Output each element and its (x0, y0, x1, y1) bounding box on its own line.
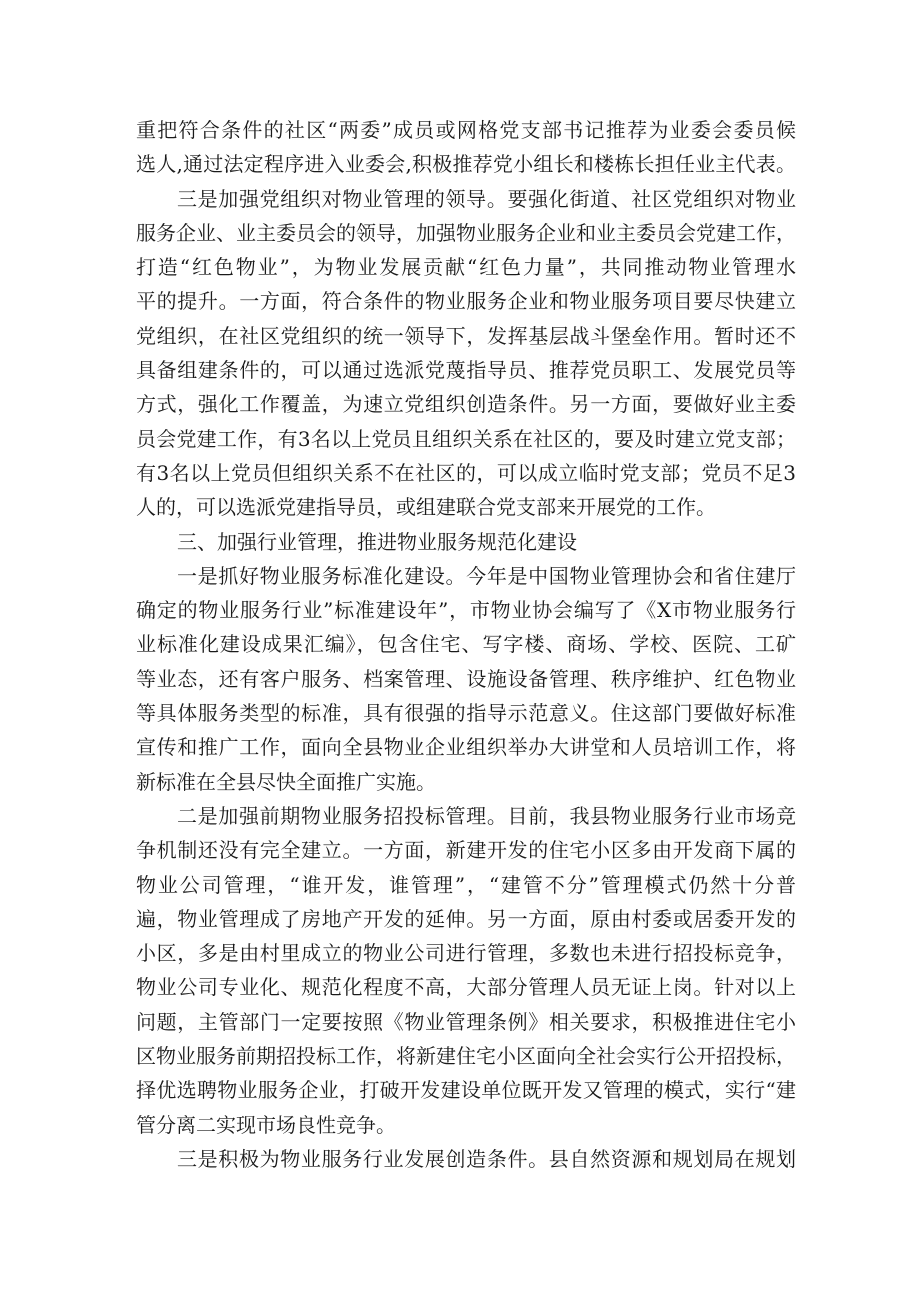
text-line: 服务企业、业主委员会的领导，加强物业服务企业和业主委员会党建工作， (136, 220, 796, 245)
text-line: 问题，主管部门一定要按照《物业管理条例》相关要求，积极推进住宅小 (136, 1009, 796, 1034)
text-line: 区物业服务前期招投标工作，将新建住宅小区面向全社会实行公开招投标， (136, 1044, 796, 1069)
text-line: 二是加强前期物业服务招投标管理。目前，我县物业服务行业市场竞 (177, 803, 796, 828)
text-line: 宣传和推广工作，面向全县物业企业组织举办大讲堂和人员培训工作，将 (136, 735, 796, 760)
text-line: 择优选聘物业服务企业，打破开发建设单位既开发又管理的模式，实行“建 (136, 1078, 796, 1103)
text-line: 重把符合条件的社区“两委”成员或网格党支部书记推荐为业委会委员候 (136, 118, 796, 142)
text-line: 方式，强化工作覆盖，为速立党组织创造条件。另一方面，要做好业主委 (136, 392, 796, 417)
text-line: 管分离二实现市场良性竞争。 (136, 1112, 396, 1137)
text-line: 小区，多是由村里成立的物业公司进行管理，多数也未进行招投标竞争， (136, 941, 796, 966)
text-line: 物业公司专业化、规范化程度不高，大部分管理人员无证上岗。针对以上 (136, 975, 796, 1000)
text-line: 党组织，在社区党组织的统一领导下，发挥基层战斗堡垒作用。暂时还不 (136, 323, 796, 348)
text-line: 等具体服务类型的标准，具有很强的指导示范意义。住这部门要做好标准 (136, 701, 796, 726)
text-line: 遍，物业管理成了房地产开发的延伸。另一方面，原由村委或居委开发的 (136, 906, 796, 931)
text-line: 三是积极为物业服务行业发展创造条件。县自然资源和规划局在规划 (177, 1146, 796, 1171)
text-line: 员会党建工作，有3名以上党员且组织关系在社区的，要及时建立党支部； (136, 426, 796, 451)
text-line: 物业公司管理，“谁开发，谁管理”，“建管不分”管理模式仍然十分普 (136, 872, 796, 897)
text-line: 打造“红色物业”，为物业发展贡献“红色力量”，共同推动物业管理水 (136, 255, 796, 280)
text-line: 等业态，还有客户服务、档案管理、设施设备管理、秩序维护、红色物业 (136, 666, 796, 691)
text-line: 三是加强党组织对物业管理的领导。要强化街道、社区党组织对物业 (177, 186, 796, 211)
text-line: 争机制还没有完全建立。一方面，新建开发的住宅小区多由开发商下属的 (136, 838, 796, 863)
text-line: 具备组建条件的，可以通过选派党蔑指导员、推荐党员职工、发展党员等 (136, 358, 796, 383)
text-line: 业标准化建设成果汇编》，包含住宅、写字楼、商场、学校、医院、工矿 (136, 632, 796, 657)
text-line: 确定的物业服务行业”标准建设年”，市物业协会编写了《X市物业服务行 (136, 598, 796, 623)
text-line: 新标准在全县尽快全面推广实施。 (136, 769, 436, 794)
text-line: 人的，可以选派党建指导员，或组建联合党支部来开展党的工作。 (136, 495, 716, 520)
text-line: 选人,通过法定程序进入业委会,积极推荐党小组长和楼栋长担任业主代表。 (136, 152, 796, 177)
document-body (136, 113, 796, 1176)
text-line: 有3名以上党员但组织关系不在社区的，可以成立临时党支部；党员不足3 (136, 460, 796, 485)
text-line: 三、加强行业管理，推进物业服务规范化建设 (177, 529, 577, 554)
text-line: 一是抓好物业服务标准化建设。今年是中国物业管理协会和省住建厅 (177, 563, 796, 588)
text-line: 平的提升。一方面，符合条件的物业服务企业和物业服务项目要尽快建立 (136, 289, 796, 314)
